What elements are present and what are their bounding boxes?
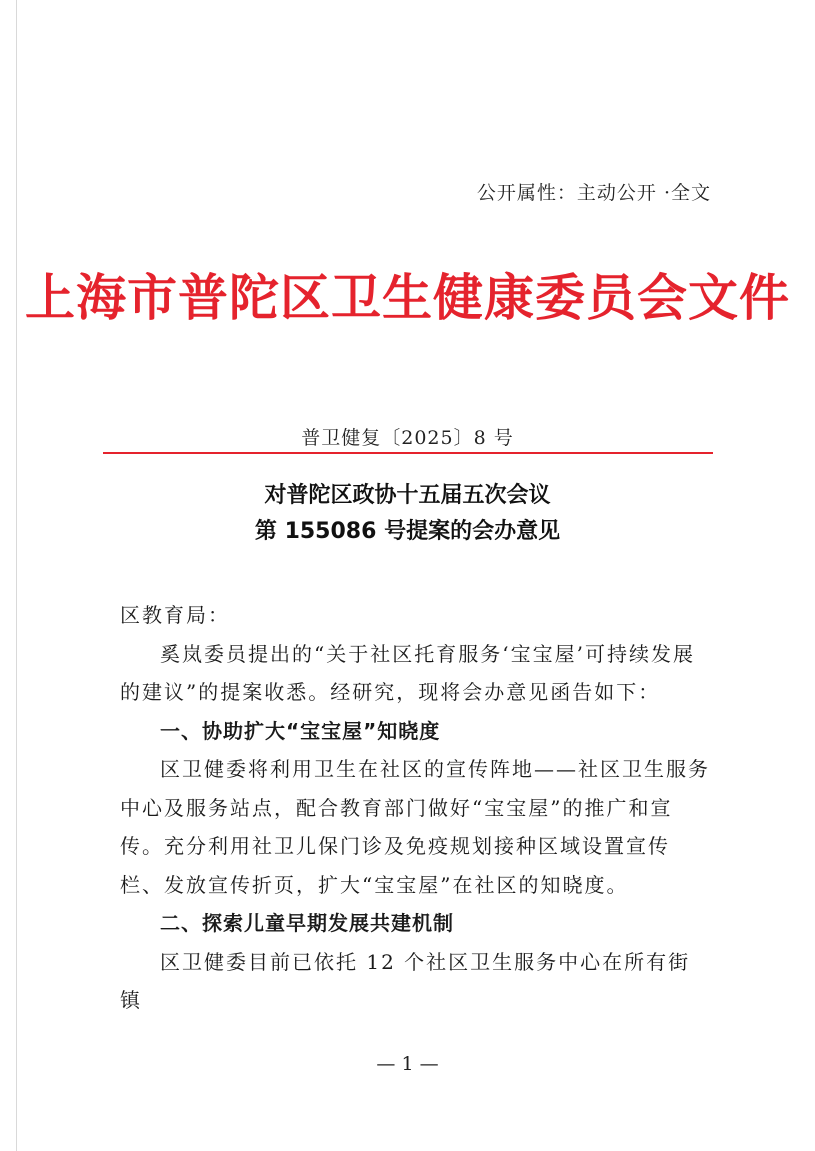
page-number: — 1 — — [376, 1053, 439, 1075]
section-2-heading: 二、探索儿童早期发展共建机制 — [160, 911, 454, 935]
page-edge-line — [16, 0, 17, 1151]
red-separator-line — [103, 452, 713, 454]
document-body — [120, 596, 710, 1020]
document-number: 普卫健复〔2025〕8 号 — [301, 427, 514, 449]
document-title — [0, 478, 815, 550]
title-line-2: 第 155086 号提案的会办意见 — [254, 519, 561, 544]
section-1-paragraph: 区卫健委将利用卫生在社区的宣传阵地——社区卫生服务中心及服务站点，配合教育部门做好“宝宝屋”的推广和宣传。充分利用社卫儿保门诊及免疫规划接种区域设置宣传栏、发放宣传折页，扩大“宝宝屋”在社区的知晓度。 — [120, 757, 710, 897]
section-2-paragraph: 区卫健委目前已依托 12 个社区卫生服务中心在所有街镇 — [120, 949, 691, 1012]
salutation: 区教育局： — [120, 603, 230, 627]
intro-paragraph: 奚岚委员提出的“关于社区托育服务‘宝宝屋’可持续发展的建议”的提案收悉。经研究，现将会办意见函告如下： — [120, 641, 695, 704]
title-line-1: 对普陀区政协十五届五次会议 — [264, 483, 551, 508]
section-1-heading: 一、协助扩大“宝宝屋”知晓度 — [160, 718, 441, 743]
disclosure-attribute: 公开属性：主动公开 ·全文 — [476, 182, 711, 204]
document-masthead: 上海市普陀区卫生健康委员会文件 — [25, 268, 790, 327]
